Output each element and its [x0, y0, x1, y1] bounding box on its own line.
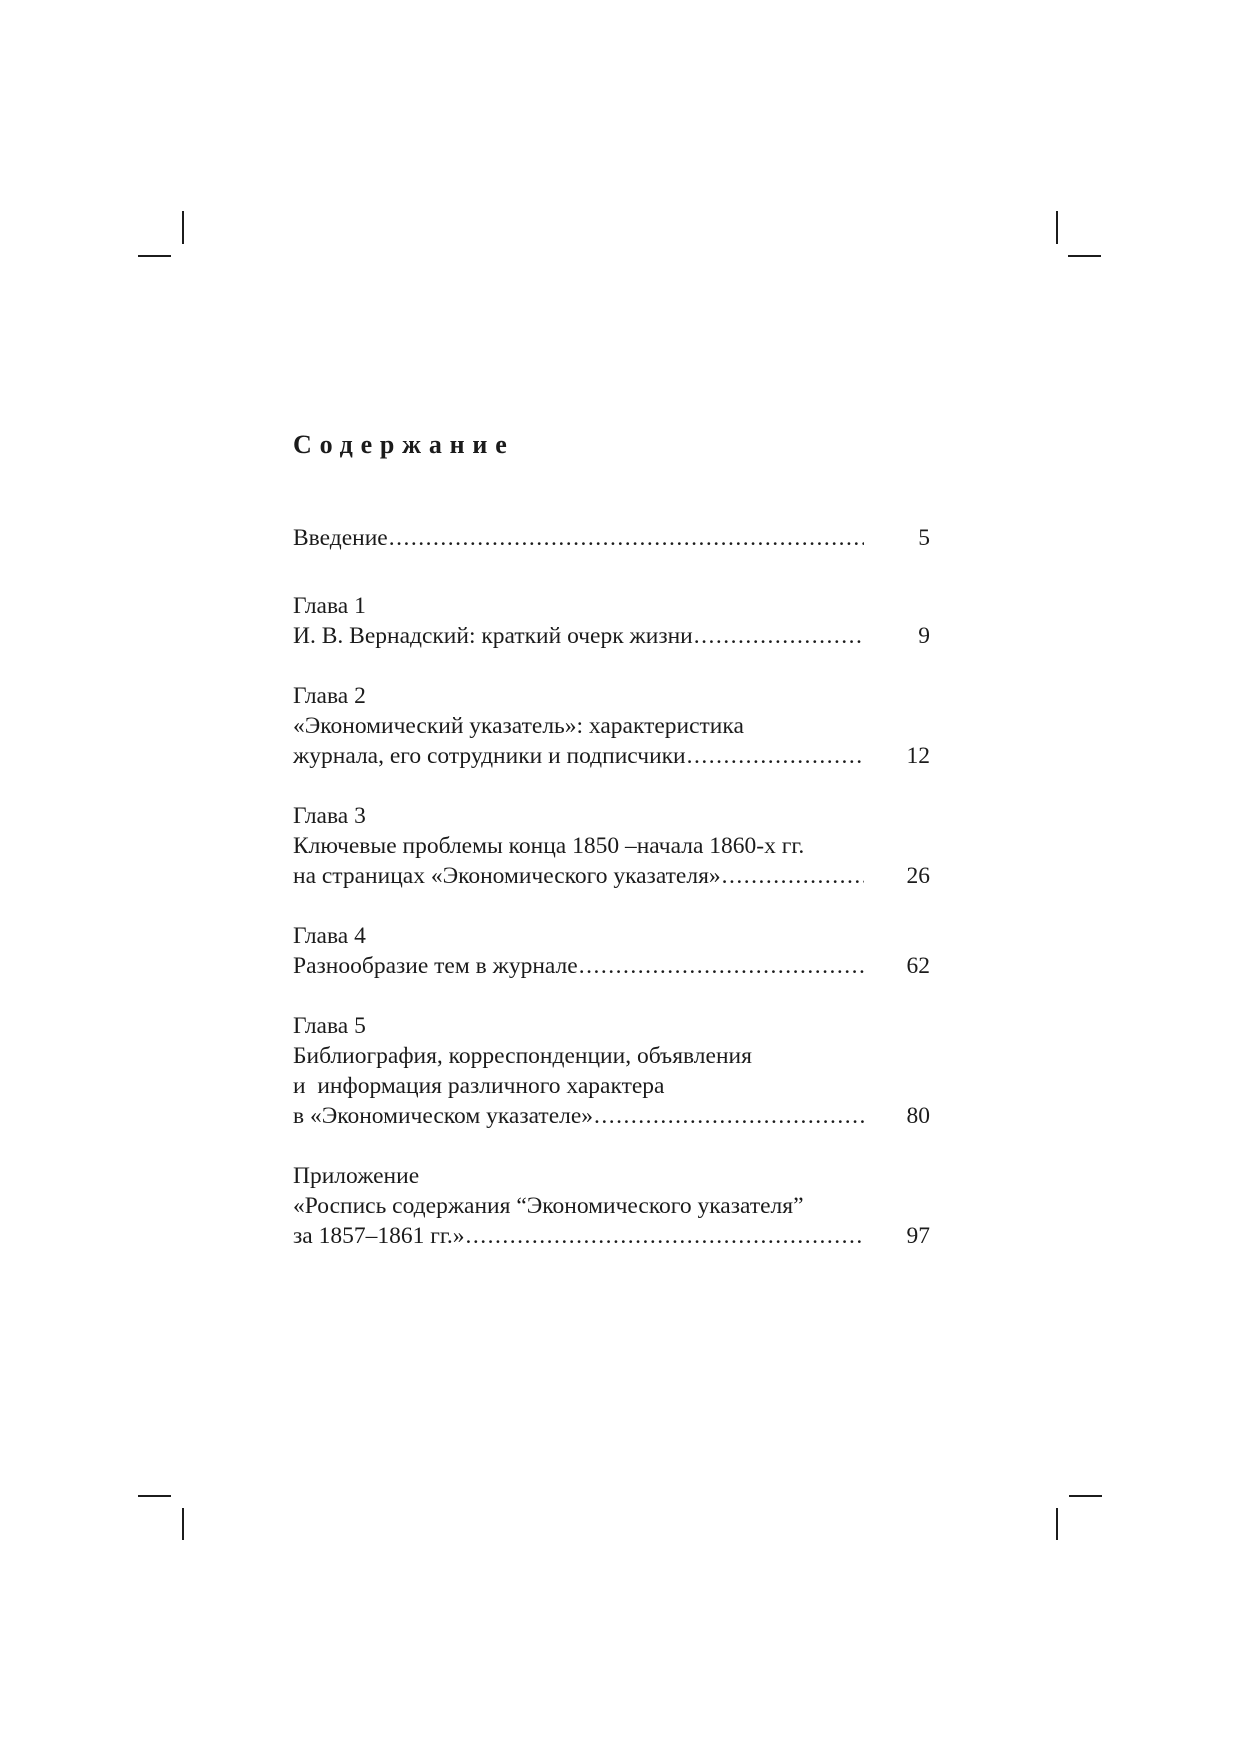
- toc-line-text: И. В. Вернадский: краткий очерк жизни: [293, 623, 693, 649]
- toc-entry-line: [293, 523, 930, 553]
- toc-page-number: 80: [906, 1103, 930, 1129]
- dot-leader: [465, 1221, 864, 1251]
- toc-line-text: Глава 2: [293, 683, 366, 709]
- toc-entry-line: [293, 831, 930, 861]
- toc-entry-line: [293, 1011, 930, 1041]
- toc-line-text: Разнообразие тем в журнале: [293, 953, 578, 979]
- toc-entry: [293, 681, 930, 771]
- toc-entry-line: [293, 801, 930, 831]
- toc-entry: [293, 1011, 930, 1131]
- toc-entry-line: [293, 951, 930, 981]
- toc-page-number: 5: [918, 525, 930, 551]
- toc-entries: [293, 523, 930, 1251]
- crop-mark-bottom-left-horizontal: [138, 1495, 171, 1497]
- toc-page-number: 9: [918, 623, 930, 649]
- toc-line-text: Библиография, корреспонденции, объявления: [293, 1043, 752, 1069]
- toc-line-text: за 1857–1861 гг.»: [293, 1223, 465, 1249]
- toc-entry-line: [293, 1071, 930, 1101]
- toc-entry-line: [293, 681, 930, 711]
- toc-entry-line: [293, 861, 930, 891]
- toc-page-number: 62: [906, 953, 930, 979]
- toc-entry-line: [293, 1191, 930, 1221]
- dot-leader: [722, 861, 864, 891]
- toc-line-text: «Роспись содержания “Экономического указателя”: [293, 1193, 804, 1219]
- dot-leader: [687, 741, 864, 771]
- toc-line-text: Глава 4: [293, 923, 366, 949]
- toc-entry-line: [293, 591, 930, 621]
- toc-line-text: Глава 3: [293, 803, 366, 829]
- crop-mark-top-right-vertical: [1056, 211, 1058, 244]
- toc-entry-line: [293, 921, 930, 951]
- toc-line-text: Глава 5: [293, 1013, 366, 1039]
- toc-entry: [293, 801, 930, 891]
- toc-title: Содержание: [293, 430, 515, 459]
- toc-entry-line: [293, 711, 930, 741]
- toc-line-text: Приложение: [293, 1163, 420, 1189]
- toc-line-text: журнала, его сотрудники и подписчики: [293, 743, 686, 769]
- toc-line-text: на страницах «Экономического указателя»: [293, 863, 721, 889]
- toc-entry: [293, 591, 930, 651]
- table-of-contents: [293, 431, 930, 1251]
- toc-entry-line: [293, 1101, 930, 1131]
- dot-leader: [389, 523, 864, 553]
- toc-line-text: в «Экономическом указателе»: [293, 1103, 594, 1129]
- crop-mark-top-left-vertical: [182, 211, 184, 244]
- crop-mark-top-left-horizontal: [138, 255, 171, 257]
- crop-mark-bottom-right-vertical: [1056, 1508, 1058, 1540]
- toc-line-text: Введение: [293, 525, 388, 551]
- toc-entry-line: [293, 741, 930, 771]
- toc-entry-line: [293, 1161, 930, 1191]
- toc-page-number: 26: [906, 863, 930, 889]
- crop-mark-bottom-left-vertical: [182, 1508, 184, 1540]
- toc-entry-line: [293, 621, 930, 651]
- crop-mark-bottom-right-horizontal: [1069, 1495, 1102, 1497]
- toc-entry: [293, 1161, 930, 1251]
- toc-line-text: Ключевые проблемы конца 1850 –начала 1860-х гг.: [293, 833, 805, 859]
- toc-line-text: и информация различного характера: [293, 1073, 665, 1099]
- toc-entry-line: [293, 1221, 930, 1251]
- toc-entry: [293, 921, 930, 981]
- dot-leader: [694, 621, 864, 651]
- crop-mark-top-right-horizontal: [1068, 255, 1101, 257]
- toc-line-text: «Экономический указатель»: характеристика: [293, 713, 744, 739]
- toc-entry-line: [293, 1041, 930, 1071]
- dot-leader: [579, 951, 864, 981]
- toc-line-text: Глава 1: [293, 593, 366, 619]
- toc-page-number: 97: [906, 1223, 930, 1249]
- toc-page-number: 12: [906, 743, 930, 769]
- dot-leader: [594, 1101, 864, 1131]
- toc-entry: [293, 523, 930, 553]
